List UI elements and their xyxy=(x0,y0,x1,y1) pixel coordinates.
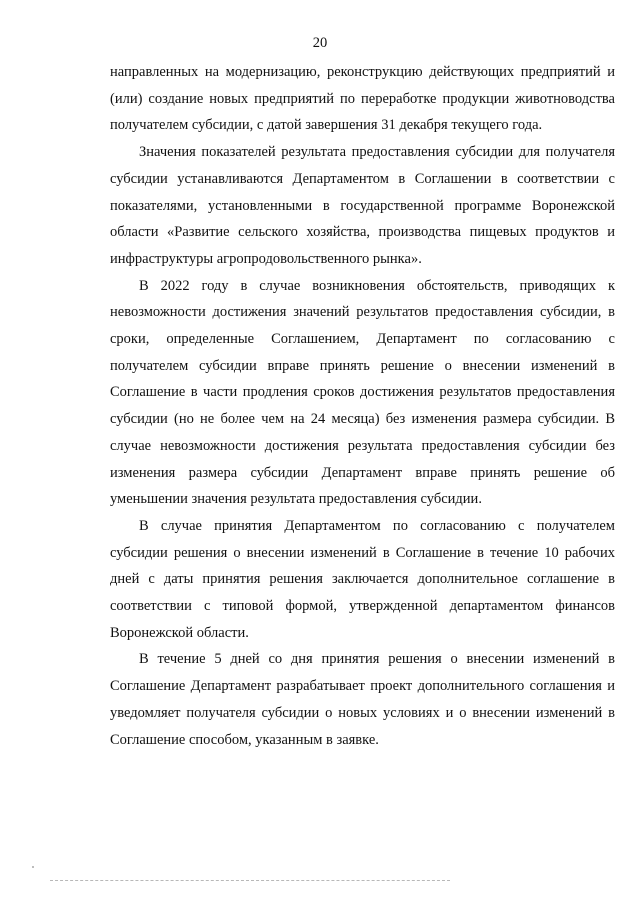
scan-artifact-dot xyxy=(32,866,34,868)
paragraph-indicator-values: Значения показателей результата предоставления субсидии для получателя субсидии устанавливаются Департаментом в Соглашении в соответствии с показателями, установленными в государственной программе Воронежской области «Развитие сельского хозяйства, производства пищевых продуктов и инфраструктуры агропродовольственного рынка». xyxy=(110,144,615,267)
paragraph-additional-agreement: В случае принятия Департаментом по согласованию с получателем субсидии решения о внесении изменений в Соглашение в течение 10 рабочих дней с даты принятия решения заключается дополнительное соглашение в соответствии с типовой формой, утвержденной департаментом финансов Воронежской области. xyxy=(110,517,615,641)
paragraph-2022-circumstances: В 2022 году в случае возникновения обстоятельств, приводящих к невозможности достижения значений результатов предоставления субсидии, в сроки, определенные Соглашением, Департамент по согласованию с получателем субсидии вправе принять решение о внесении изменений в Соглашение в части продления сроков достижения результатов предоставления субсидии (но не более чем на 24 месяца) без изменения размера субсидии. В случае невозможности достижения результата предоставления субсидии без изменения размера субсидии Департамент вправе принять решение об уменьшении значения результата предоставления субсидии. xyxy=(110,277,615,508)
paragraph-five-days: В течение 5 дней со дня принятия решения о внесении изменений в Соглашение Департамент разрабатывает проект дополнительного соглашения и уведомляет получателя субсидии о новых условиях и о внесении изменений в Соглашение способом, указанным в заявке. xyxy=(110,651,615,748)
paragraph-continuation: направленных на модернизацию, реконструкцию действующих предприятий и (или) создание новых предприятий по переработке продукции животноводства получателем субсидии, с датой завершения 31 декабря текущего года. xyxy=(110,64,615,134)
document-body xyxy=(110,59,615,753)
scan-artifact-line xyxy=(50,880,450,881)
page-number: 20 xyxy=(312,35,328,51)
